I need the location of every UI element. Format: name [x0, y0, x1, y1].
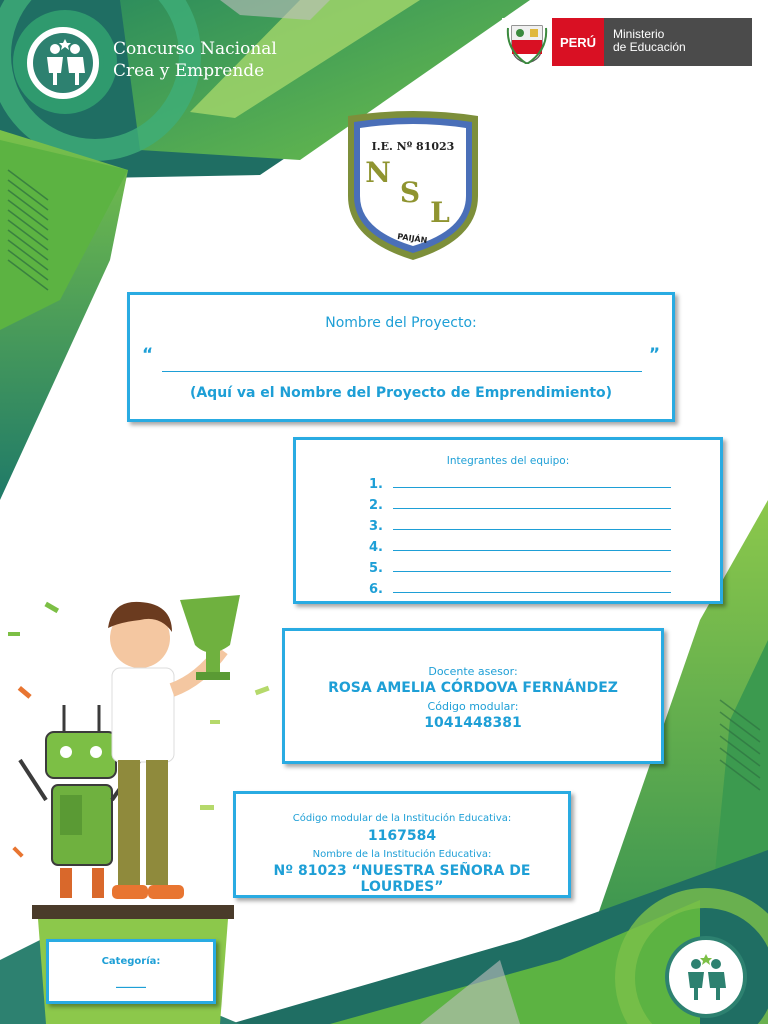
project-label: Nombre del Proyecto:	[325, 315, 477, 331]
advisor-label: Docente asesor:	[428, 665, 518, 678]
contest-logo	[22, 22, 104, 104]
advisor-code-label: Código modular:	[427, 700, 519, 713]
team-members-list	[369, 471, 671, 597]
school-crest	[338, 110, 488, 264]
member-line[interactable]	[393, 528, 671, 530]
ministry-line1: Ministerio	[613, 27, 665, 41]
item-number: 1.	[369, 477, 383, 492]
contest-title-line2: Crea y Emprende	[113, 61, 265, 81]
ministry-name	[604, 18, 752, 66]
team-label: Integrantes del equipo:	[446, 455, 570, 467]
member-line[interactable]	[393, 507, 671, 509]
item-number: 3.	[369, 519, 383, 534]
peru-crest-icon	[506, 20, 548, 64]
corner-logo	[665, 936, 747, 1018]
institution-code: 1167584	[367, 828, 437, 844]
contest-title-line1: Concurso Nacional	[113, 39, 277, 59]
advisor-name: ROSA AMELIA CÓRDOVA FERNÁNDEZ	[328, 680, 618, 696]
crest-letter-n: N	[365, 156, 391, 189]
open-quote: “	[142, 345, 154, 365]
crest-top-text: I.E. Nº 81023	[371, 140, 455, 153]
list-item	[369, 492, 671, 513]
list-item	[369, 471, 671, 492]
institution-code-label: Código modular de la Institución Educativa:	[292, 813, 512, 824]
category-box	[46, 939, 216, 1004]
member-line[interactable]	[393, 591, 671, 593]
project-name-box	[127, 292, 675, 422]
member-line[interactable]	[393, 549, 671, 551]
advisor-box	[282, 628, 664, 764]
ministry-line2: de Educación	[613, 40, 686, 54]
category-value[interactable]: _____	[116, 974, 146, 988]
member-line[interactable]	[393, 570, 671, 572]
crest-letter-l: L	[430, 196, 450, 229]
member-line[interactable]	[393, 486, 671, 488]
peru-label: PERÚ	[552, 18, 604, 66]
institution-box	[233, 791, 571, 898]
ministry-logo	[502, 18, 752, 66]
list-item	[369, 534, 671, 555]
team-members-box	[293, 437, 723, 604]
kid-with-trophy-illustration	[108, 595, 240, 899]
people-icon	[681, 954, 731, 1002]
close-quote: ”	[648, 345, 660, 365]
item-number: 6.	[369, 582, 383, 597]
crest-bottom-text: PAIJÁN	[396, 231, 428, 246]
contest-title	[113, 38, 277, 82]
project-hint: (Aquí va el Nombre del Proyecto de Emprendimiento)	[189, 385, 613, 401]
list-item	[369, 576, 671, 597]
item-number: 4.	[369, 540, 383, 555]
people-icon	[41, 39, 89, 89]
item-number: 5.	[369, 561, 383, 576]
advisor-code: 1041448381	[424, 715, 522, 731]
item-number: 2.	[369, 498, 383, 513]
institution-name: Nº 81023 “NUESTRA SEÑORA DE LOURDES”	[273, 863, 531, 895]
project-name-line[interactable]	[162, 371, 642, 372]
list-item	[369, 555, 671, 576]
list-item	[369, 513, 671, 534]
crest-letter-s: S	[399, 176, 421, 209]
institution-name-label: Nombre de la Institución Educativa:	[312, 849, 492, 860]
category-label: Categoría:	[101, 956, 161, 967]
